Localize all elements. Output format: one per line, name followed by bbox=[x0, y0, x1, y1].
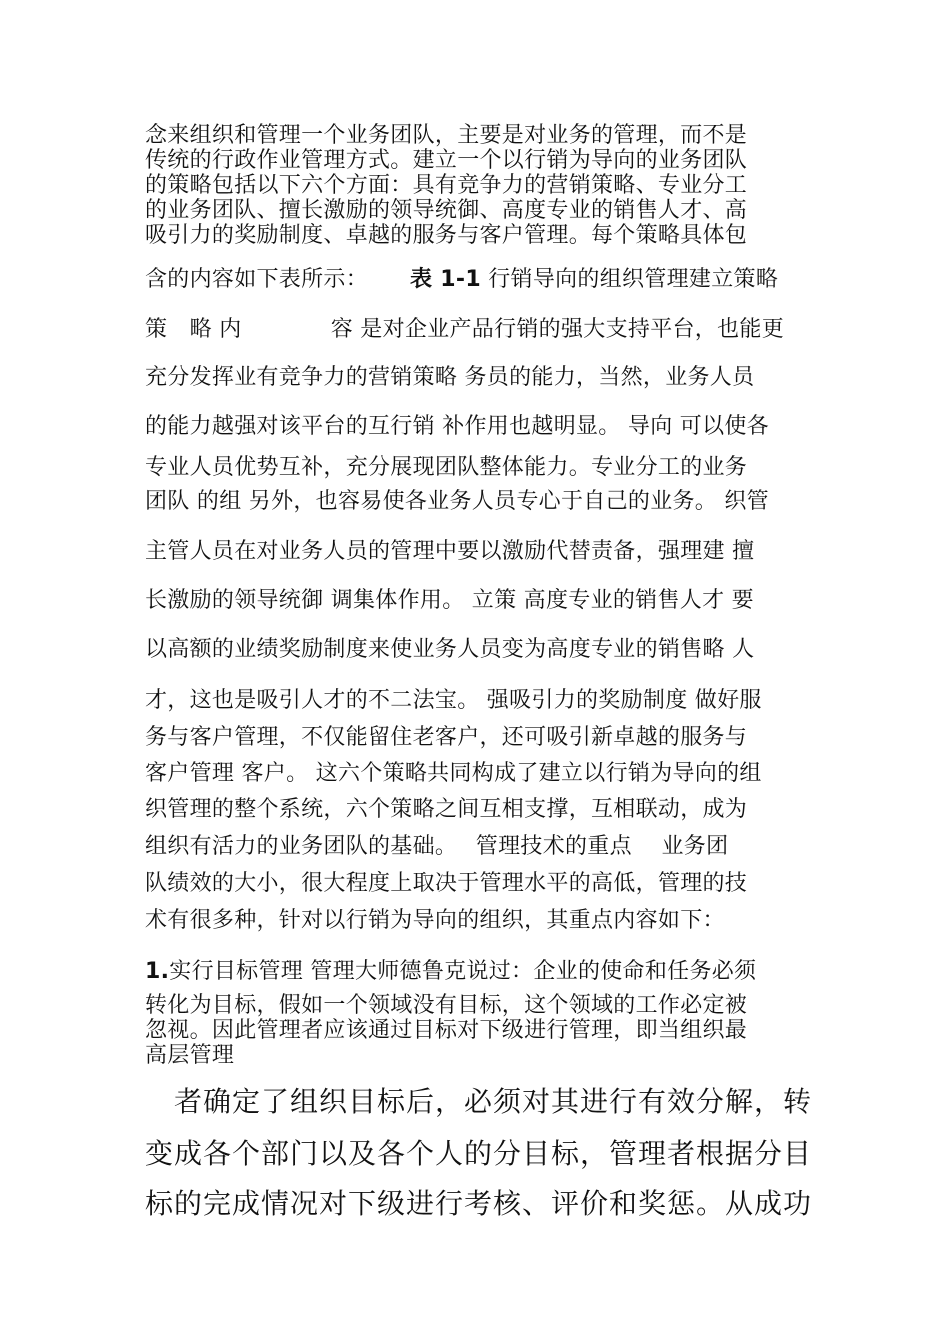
table-line: 才，这也是吸引人才的不二法宝。 强吸引力的奖励制度 做好服 bbox=[145, 688, 762, 713]
table-line: 专业人员优势互补，充分展现团队整体能力。专业分工的业务 bbox=[145, 455, 748, 480]
table-line: 团队 的组 另外，也容易使各业务人员专心于自己的业务。 织管 bbox=[145, 489, 769, 514]
intro-tail: 含的内容如下表所示： bbox=[145, 267, 369, 292]
section-line: 忽视。因此管理者应该通过目标对下级进行管理，即当组织最 bbox=[145, 1018, 748, 1043]
paragraph-line: 的策略包括以下六个方面：具有竞争力的营销策略、专业分工 bbox=[145, 173, 748, 198]
table-line: 以高额的业绩奖励制度来使业务人员变为高度专业的销售略 人 bbox=[145, 637, 755, 662]
final-line: 标的完成情况对下级进行考核、评价和奖惩。从成功 bbox=[145, 1187, 813, 1220]
table-line: 织管理的整个系统，六个策略之间互相支撑，互相联动，成为 bbox=[145, 797, 748, 822]
table-line: 的能力越强对该平台的互行销 补作用也越明显。 导向 可以使各 bbox=[145, 414, 769, 439]
paragraph-line: 念来组织和管理一个业务团队，主要是对业务的管理，而不是 bbox=[145, 123, 748, 148]
final-line: 变成各个部门以及各个人的分目标，管理者根据分目 bbox=[145, 1137, 813, 1170]
paragraph-line: 吸引力的奖励制度、卓越的服务与客户管理。每个策略具体包 bbox=[145, 223, 748, 248]
section-line: 转化为目标，假如一个领域没有目标，这个领域的工作必定被 bbox=[145, 993, 748, 1018]
table-line: 策 略 内 容 是对企业产品行销的强大支持平台，也能更 bbox=[145, 317, 784, 342]
table-caption-line bbox=[145, 262, 810, 293]
section-heading-text: 实行目标管理 管理大师德鲁克说过：企业的使命和任务必须 bbox=[169, 959, 757, 984]
final-line: 者确定了组织目标后，必须对其进行有效分解，转 bbox=[145, 1085, 813, 1118]
paragraph-line: 传统的行政作业管理方式。建立一个以行销为导向的业务团队 bbox=[145, 148, 748, 173]
table-line: 务与客户管理，不仅能留住老客户，还可吸引新卓越的服务与 bbox=[145, 725, 748, 750]
table-caption-number: 表 1-1 bbox=[410, 267, 481, 292]
table-line: 队绩效的大小，很大程度上取决于管理水平的高低，管理的技 bbox=[145, 871, 748, 896]
table-caption-title: 行销导向的组织管理建立策略 bbox=[488, 267, 779, 292]
table-line: 术有很多种，针对以行销为导向的组织，其重点内容如下： bbox=[145, 908, 725, 933]
table-line: 客户管理 客户。 这六个策略共同构成了建立以行销为导向的组 bbox=[145, 761, 762, 786]
section-heading bbox=[145, 954, 810, 985]
table-line: 长激励的领导统御 调集体作用。 立策 高度专业的销售人才 要 bbox=[145, 588, 754, 613]
table-line: 组织有活力的业务团队的基础。 管理技术的重点 业务团 bbox=[145, 834, 729, 859]
paragraph-line: 的业务团队、擅长激励的领导统御、高度专业的销售人才、高 bbox=[145, 198, 748, 223]
section-line: 高层管理 bbox=[145, 1043, 235, 1068]
table-line: 主管人员在对业务人员的管理中要以激励代替责备，强理建 擅 bbox=[145, 539, 755, 564]
table-line: 充分发挥业有竞争力的营销策略 务员的能力，当然，业务人员 bbox=[145, 365, 755, 390]
section-number: 1. bbox=[145, 959, 170, 984]
